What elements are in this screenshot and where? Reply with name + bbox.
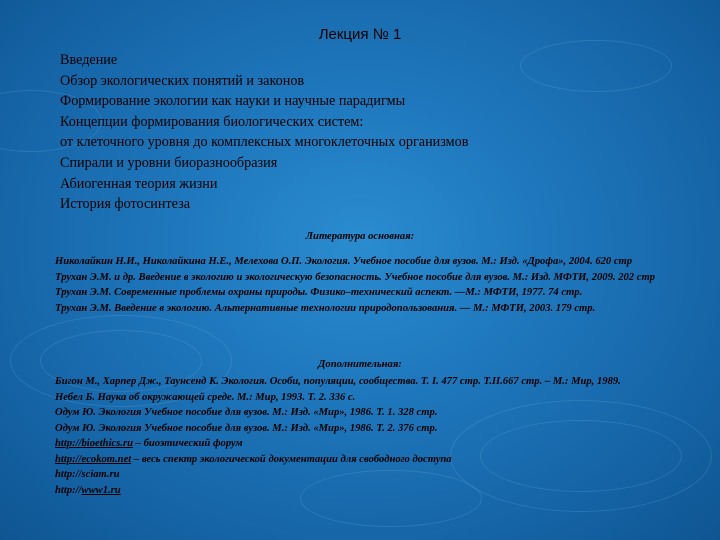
sciam-link[interactable]: http://sciam.ru bbox=[55, 469, 120, 480]
topic-item: История фотосинтеза bbox=[60, 196, 191, 213]
www1-link[interactable]: www1.ru bbox=[81, 484, 121, 496]
topic-item: Обзор экологических понятий и законов bbox=[60, 72, 305, 89]
web-link-row bbox=[55, 436, 685, 452]
literature-item: Одум Ю. Экология Учебное пособие для вузов. М.: Изд. «Мир», 1986. Т. 1. 328 стр. bbox=[55, 407, 438, 418]
topic-item: Концепции формирования биологических систем: bbox=[60, 113, 364, 130]
literature-item: Трухан Э.М. и др. Введение в экологию и экологическую безопасность. Учебное пособие для вузов. М.: Изд. МФТИ, 2009. 202 стр bbox=[55, 271, 655, 283]
literature-item: Одум Ю. Экология Учебное пособие для вузов. М.: Изд. «Мир», 1986. Т. 2. 376 стр. bbox=[55, 422, 438, 434]
ecokom-link[interactable]: http://ecokom.net bbox=[55, 453, 132, 465]
topic-item: Формирование экологии как науки и научные парадигмы bbox=[60, 93, 406, 110]
link-description: – биоэтический форум bbox=[133, 438, 243, 449]
link-description: – весь спектр экологической документации для свободного доступа bbox=[131, 453, 452, 465]
bioethics-link[interactable]: http://bioethics.ru bbox=[55, 438, 133, 449]
literature-item: Николайкин Н.И., Николайкина Н.Е., Мелехова О.П. Экология. Учебное пособие для вузов. М.: Изд. «Дрофа», 2004. 620 стр bbox=[55, 256, 633, 267]
www1-link-prefix: http:// bbox=[55, 484, 82, 496]
main-literature-heading: Литература основная: bbox=[305, 231, 415, 242]
literature-item: Небел Б. Наука об окружающей среде. М.: Мир, 1993. Т. 2. 336 с. bbox=[55, 391, 356, 403]
extra-literature-heading: Дополнительная: bbox=[318, 359, 402, 370]
lecture-title: Лекция № 1 bbox=[318, 26, 402, 43]
topic-item: от клеточного уровня до комплексных многоклеточных организмов bbox=[60, 134, 469, 151]
extra-literature-list bbox=[55, 374, 685, 498]
literature-item: Трухан Э.М. Современные проблемы охраны природы. Физико–технический аспект. —М.: МФТИ, 1977. 74 стр. bbox=[55, 287, 583, 298]
web-link-row bbox=[55, 452, 685, 468]
topic-item: Введение bbox=[60, 52, 118, 68]
literature-item: Трухан Э.М. Введение в экологию. Альтернативные технологии природопользования. — М.: МФТИ, 2003. 179 стр. bbox=[55, 302, 596, 314]
topic-item: Абиогенная теория жизни bbox=[60, 175, 218, 192]
web-link-row bbox=[55, 467, 685, 483]
literature-item: Бигон М., Харпер Дж., Таунсенд К. Экология. Особи, популяции, сообщества. Т. I. 477 стр. Т.II.667 стр. – М.: Мир, 1989. bbox=[55, 376, 621, 387]
main-literature-list bbox=[55, 254, 685, 316]
topic-item: Спирали и уровни биоразнообразия bbox=[60, 154, 278, 171]
topic-list bbox=[60, 50, 680, 215]
web-link-row bbox=[55, 483, 685, 499]
